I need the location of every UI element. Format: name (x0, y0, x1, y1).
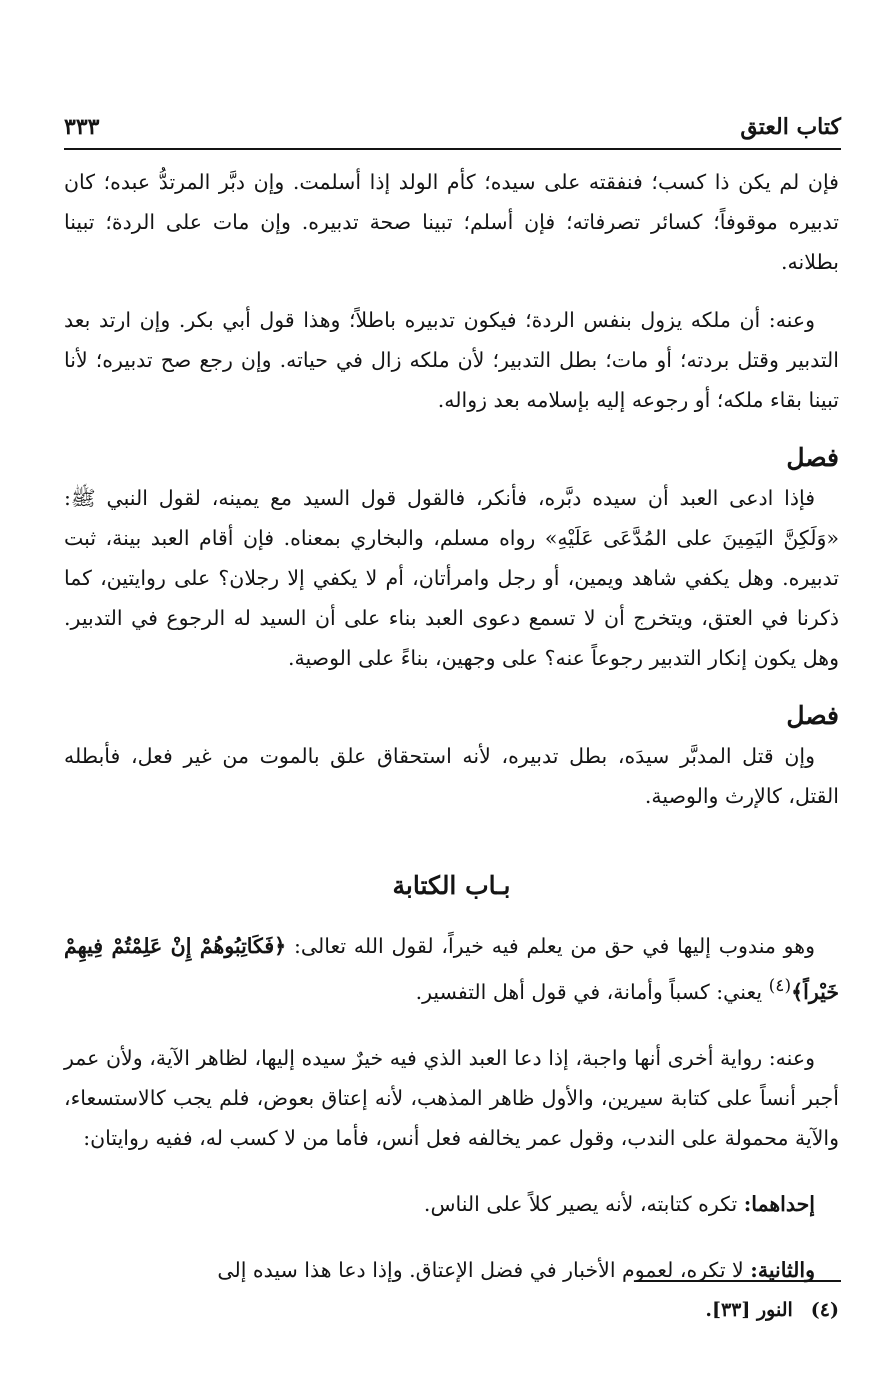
footnote-text: النور [٣٣]. (705, 1299, 793, 1321)
page-body (64, 162, 839, 1290)
page-header (64, 100, 841, 140)
paragraph-2: وعنه: أن ملكه يزول بنفس الردة؛ فيكون تدبيره باطلاً؛ وهذا قول أبي بكر. وإن ارتد بعد التدبير وقتل بردته؛ أو مات؛ بطل التدبير؛ لأن ملكه زال في حياته. وإن رجع صح تدبيره؛ لأنا تبينا بقاء ملكه؛ أو رجوعه إليه بإسلامه بعد زواله. (64, 308, 839, 412)
paragraph-5 (64, 926, 839, 1012)
chapter-title: بـاب الكتابة (392, 871, 511, 900)
footnote (64, 1296, 839, 1324)
paragraph-5-intro: وهو مندوب إليها في حق من يعلم فيه خيراً، لقول الله تعالى: (286, 934, 815, 958)
paragraph-5-rest: يعني: كسباً وأمانة، في قول أهل التفسير. (415, 979, 769, 1004)
first-opinion-label: إحداهما: (743, 1191, 815, 1216)
paragraph-7 (64, 1184, 839, 1224)
second-opinion-text: لا تكره، لعموم الأخبار في فضل الإعتاق. وإذا دعا هذا سيده إلى (217, 1257, 751, 1282)
footnote-ref: (٤) (768, 976, 792, 996)
page-number: ٣٣٣ (64, 114, 100, 140)
footnote-rule (636, 1280, 841, 1282)
paragraph-4: وإن قتل المدبَّر سيدَه، بطل تدبيره، لأنه استحقاق علق بالموت من غير فعل، فأبطله القتل، كالإرث والوصية. (64, 744, 839, 808)
quran-verse: ﴿فَكَاتِبُوهُمْ إِنْ عَلِمْتُمْ فِيهِمْ خَيْراً﴾ (64, 934, 839, 1004)
section-heading-fasl-1: فصل (786, 443, 839, 472)
paragraph-6: وعنه: رواية أخرى أنها واجبة، إذا دعا العبد الذي فيه خيرٌ سيده إليها، لظاهر الآية، ولأن عمر أجبر أنساً على كتابة سيرين، والأول ظاهر المذهب، لأنه إعتاق بعوض، فلم يجب كالاستسعاء، والآية محمولة على الندب، وقول عمر يخالفه فعل أنس، فأما من لا كسب له، ففيه روايتان: (64, 1045, 839, 1150)
paragraph-3: فإذا ادعى العبد أن سيده دبَّره، فأنكر، فالقول قول السيد مع يمينه، لقول النبي ﷺ: «وَلَكِنَّ اليَمِينَ على المُدَّعَى عَلَيْهِ» رواه مسلم، والبخاري بمعناه. فإن أقام العبد بينة، ثبت تدبيره. وهل يكفي شاهد ويمين، أو رجل وامرأتان، أم لا يكفي إلا رجلان؟ على روايتين، كما ذكرنا في العتق، ويتخرج أن لا تسمع دعوى العبد بناء على أن السيد له الرجوع في التدبير. وهل يكون إنكار التدبير رجوعاً عنه؟ على وجهين، بناءً على الوصية. (64, 486, 839, 670)
paragraph-8 (64, 1250, 839, 1290)
section-heading-fasl-2: فصل (786, 701, 839, 730)
first-opinion-text: تكره كتابته، لأنه يصير كلاً على الناس. (423, 1191, 744, 1216)
second-opinion-label: والثانية: (750, 1257, 815, 1282)
footnote-number: (٤) (810, 1299, 839, 1321)
header-rule (64, 148, 841, 150)
running-head-title: كتاب العتق (740, 114, 841, 140)
paragraph-1: فإن لم يكن ذا كسب؛ فنفقته على سيده؛ كأم الولد إذا أسلمت. وإن دبَّر المرتدُّ عبده؛ كان تدبيره موقوفاً؛ كسائر تصرفاته؛ فإن أسلم؛ تبينا صحة تدبيره. وإن مات على الردة؛ تبينا بطلانه. (64, 170, 839, 274)
